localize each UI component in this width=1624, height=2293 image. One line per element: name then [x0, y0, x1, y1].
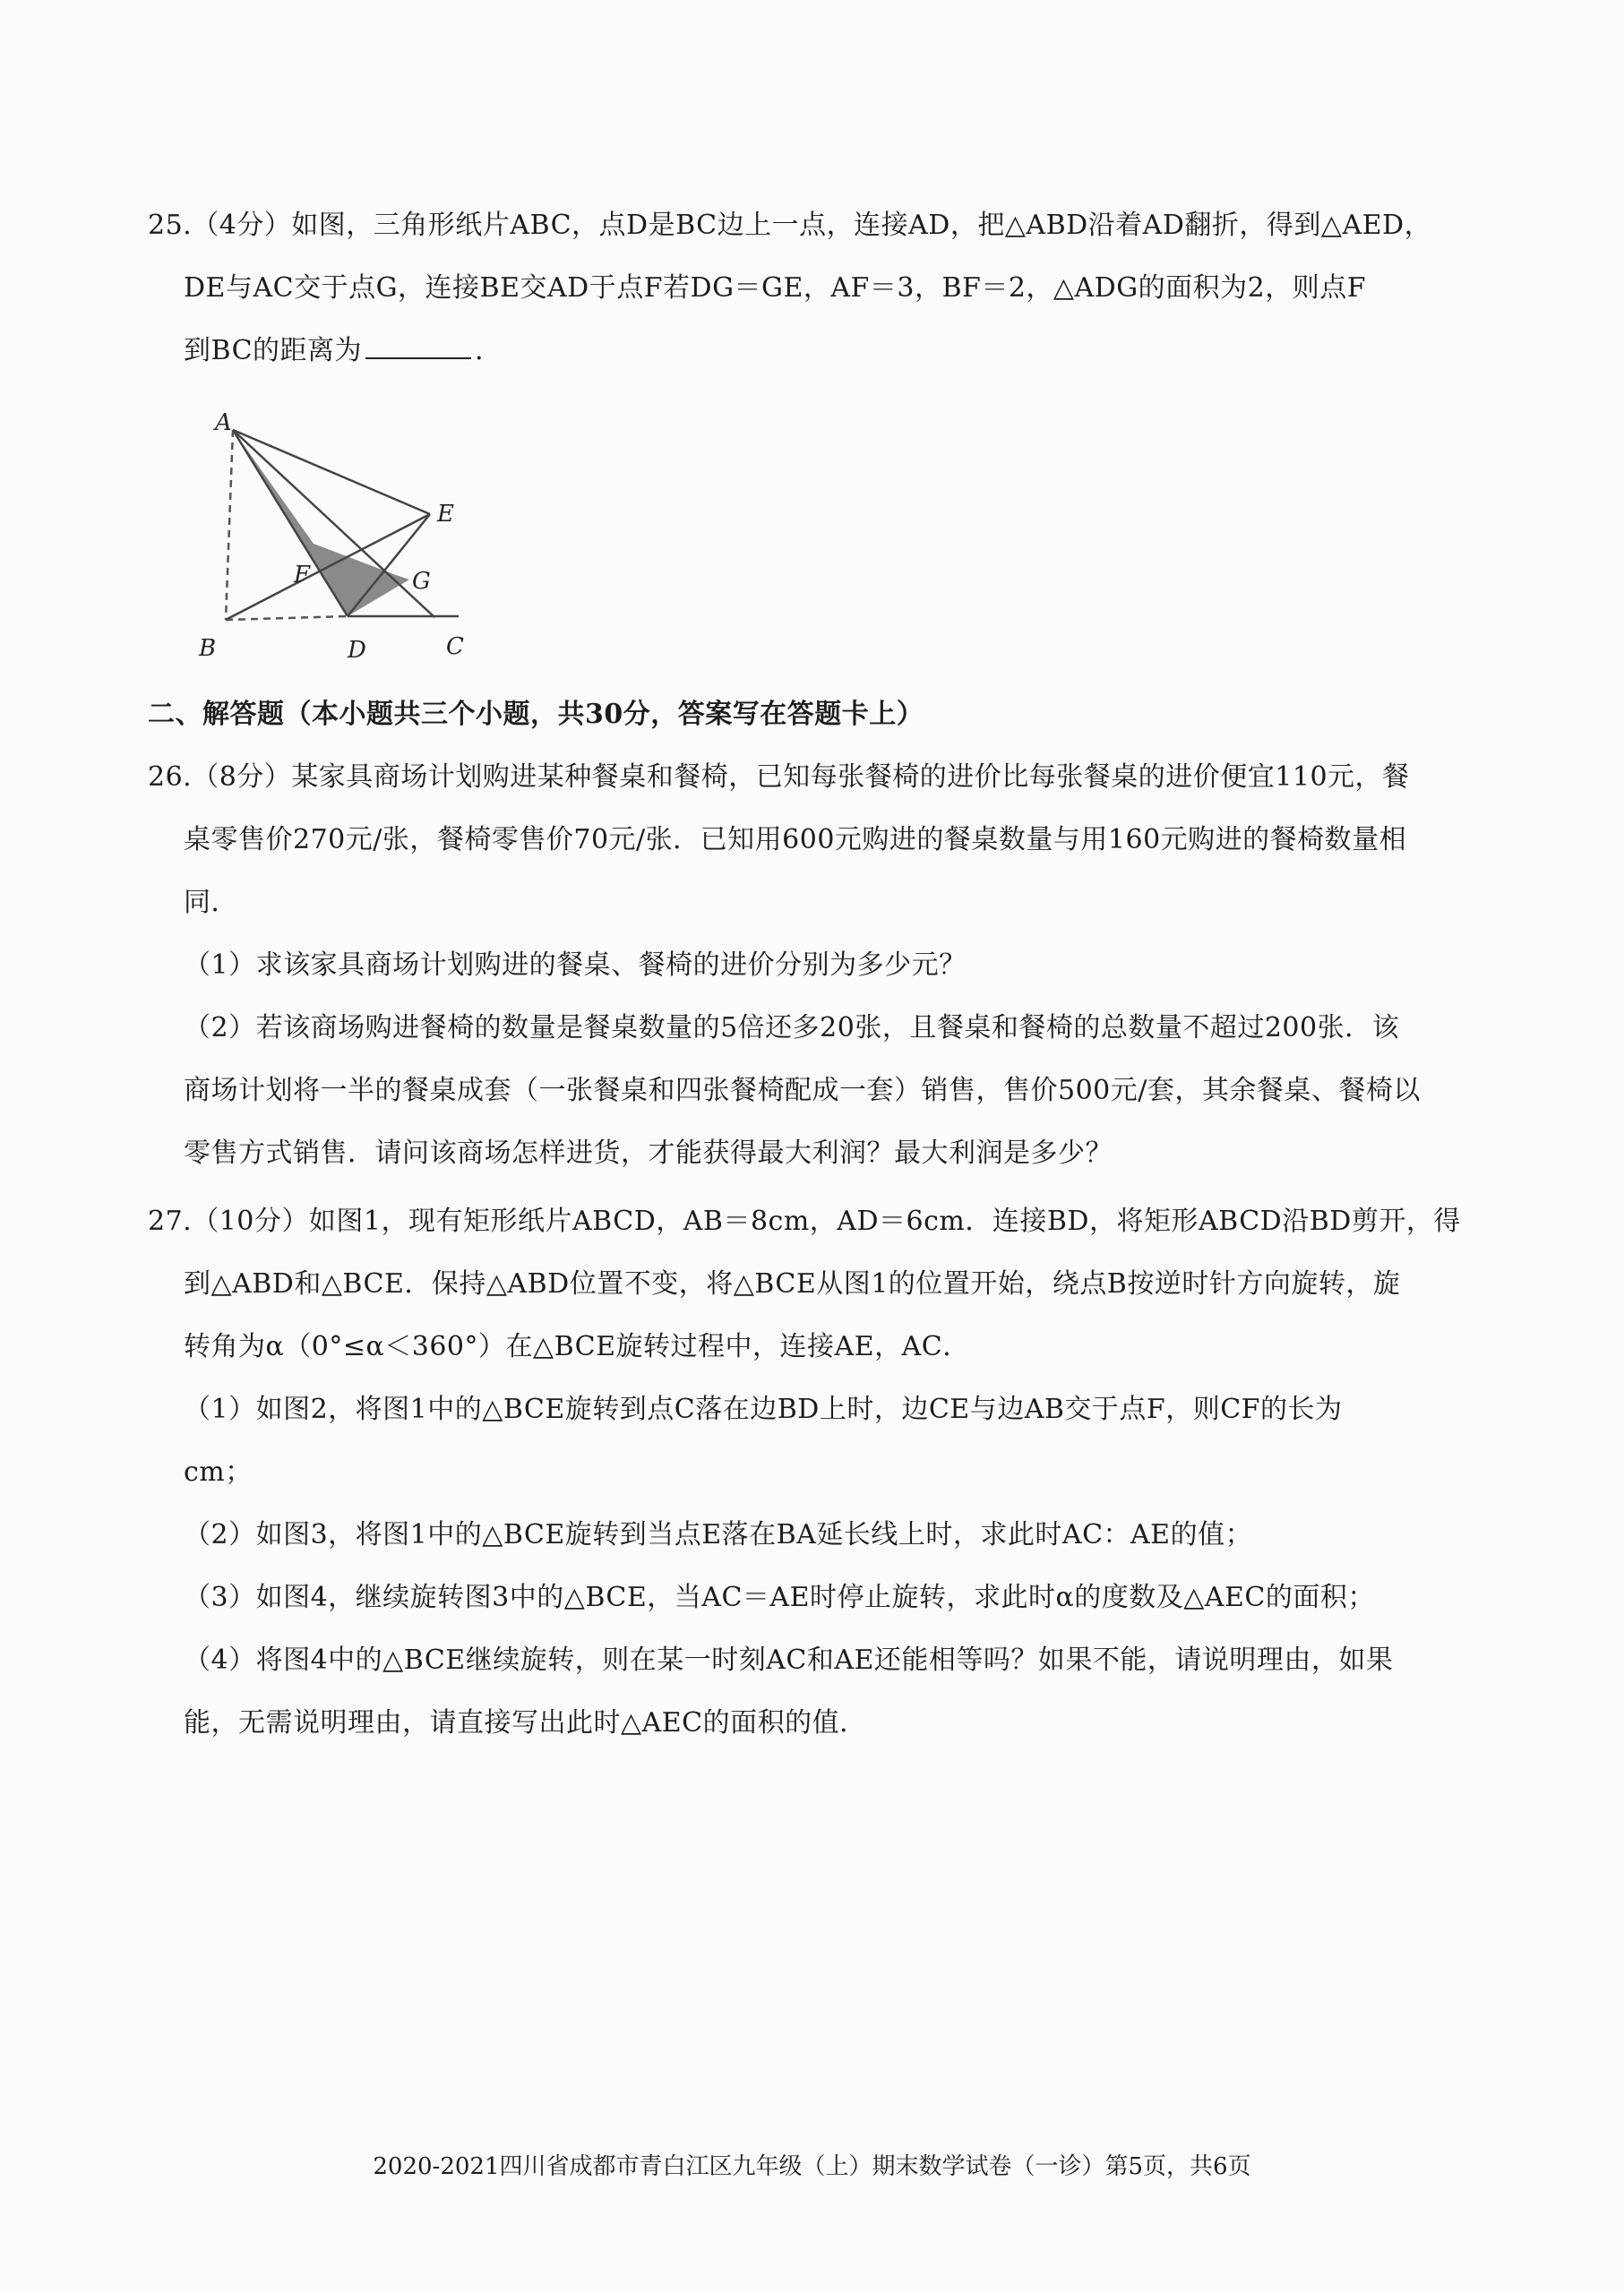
q27-part-4-line-2: 能，无需说明理由，请直接写出此时△AEC的面积的值． — [184, 1707, 867, 1739]
label-e: E — [437, 501, 454, 528]
q26-line-1: 26.（8分）某家具商场计划购进某种餐桌和餐椅，已知每张餐椅的进价比每张餐桌的进价便宜110元，餐 — [148, 761, 1410, 793]
label-b: B — [199, 635, 217, 662]
shaded-region — [233, 430, 409, 616]
page-footer: 2020-2021四川省成都市青白江区九年级（上）期末数学试卷（一诊）第5页，共6页 — [373, 2153, 1251, 2180]
label-f: F — [294, 562, 311, 588]
section-2-title: 二、解答题（本小题共三个小题，共30分，答案写在答题卡上） — [148, 699, 924, 730]
q27-line-3: 转角为α（0°≤α＜360°）在△BCE旋转过程中，连接AE，AC． — [184, 1331, 970, 1362]
q27-line-1: 27.（10分）如图1，现有矩形纸片ABCD，AB＝8cm，AD＝6cm．连接BD，将矩形ABCD沿BD剪开，得 — [148, 1206, 1461, 1237]
q25-line-3-text: 到BC的距离为 — [184, 335, 363, 366]
q25-line-3-end: ． — [475, 335, 503, 366]
label-d: D — [348, 637, 366, 664]
q27-part-1-line-1: （1）如图2，将图1中的△BCE旋转到点C落在边BD上时，边CE与边AB交于点F，则CF的长为 — [184, 1394, 1343, 1425]
segment-be — [226, 514, 430, 620]
dashed-bd — [226, 616, 348, 620]
q26-part-2-line-2: 商场计划将一半的餐桌成套（一张餐桌和四张餐椅配成一套）销售，售价500元/套，其余餐桌、餐椅以 — [184, 1075, 1421, 1106]
q27-part-3: （3）如图4，继续旋转图3中的△BCE，当AC＝AE时停止旋转，求此时α的度数及△AEC的面积； — [184, 1582, 1375, 1613]
q27-line-2: 到△ABD和△BCE．保持△ABD位置不变，将△BCE从图1的位置开始，绕点B按逆时针方向旋转，旋 — [184, 1268, 1401, 1300]
q25-line-1: 25.（4分）如图，三角形纸片ABC，点D是BC边上一点，连接AD，把△ABD沿着AD翻折，得到△AED， — [148, 210, 1432, 241]
q25-line-2: DE与AC交于点G，连接BE交AD于点F若DG＝GE，AF＝3，BF＝2，△ADG的面积为2，则点F — [184, 272, 1367, 304]
q26-line-3: 同． — [184, 887, 238, 918]
dashed-ab — [226, 430, 233, 620]
q27-part-4-line-1: （4）将图4中的△BCE继续旋转，则在某一时刻AC和AE还能相等吗？如果不能，请说明理由，如果 — [184, 1645, 1394, 1676]
label-a: A — [215, 409, 232, 436]
q26-part-2-line-3: 零售方式销售．请问该商场怎样进货，才能获得最大利润？最大利润是多少？ — [184, 1138, 1113, 1169]
q25-line-3 — [184, 333, 503, 369]
q26-part-1: （1）求该家具商场计划购进的餐桌、餐椅的进价分别为多少元？ — [184, 949, 967, 981]
answer-blank — [365, 334, 471, 359]
q26-line-2: 桌零售价270元/张，餐椅零售价70元/张．已知用600元购进的餐桌数量与用160元购进的餐椅数量相 — [184, 824, 1407, 855]
q27-part-2: （2）如图3，将图1中的△BCE旋转到当点E落在BA延长线上时，求此时AC：AE的值； — [184, 1519, 1253, 1550]
q26-part-2-line-1: （2）若该商场购进餐椅的数量是餐桌数量的5倍还多20张，且餐桌和餐椅的总数量不超过200张．该 — [184, 1012, 1400, 1043]
q25-geometry-figure — [188, 405, 484, 674]
label-c: C — [446, 633, 464, 660]
triangle-fold-diagram — [188, 405, 484, 674]
label-g: G — [412, 568, 431, 595]
q27-part-1-line-2: cm； — [184, 1456, 253, 1488]
segment-ad — [233, 430, 348, 616]
